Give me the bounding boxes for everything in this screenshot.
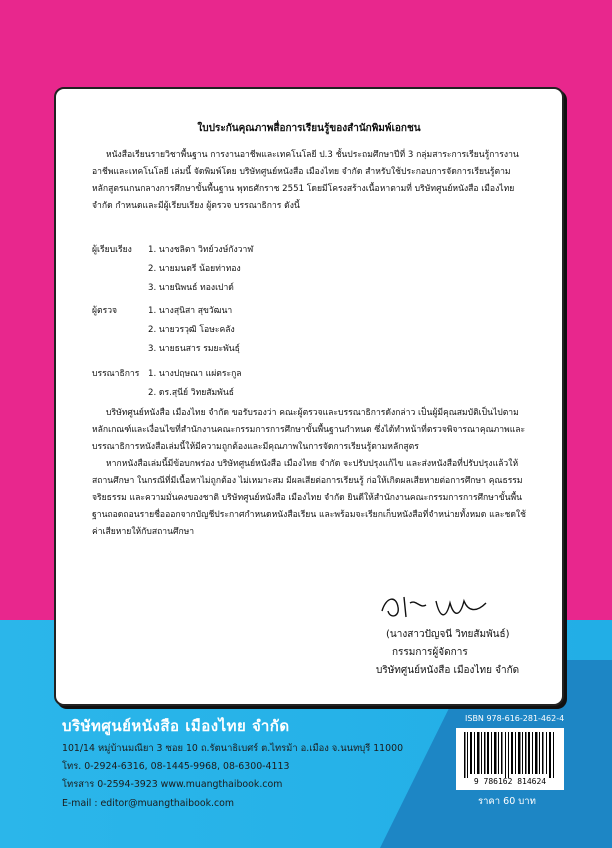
price-label: ราคา 60 บาท bbox=[478, 796, 536, 807]
publisher-name: บริษัทศูนย์หนังสือ เมืองไทย จำกัด bbox=[62, 717, 290, 735]
certification-paragraph: บริษัทศูนย์หนังสือ เมืองไทย จำกัด ขอรับรองว่า คณะผู้ตรวจและบรรณาธิการดังกล่าว เป็นผู้มีคุณสมบัติเป็นไปตามหลักเกณฑ์และเงื่อนไขที่สำนักงานคณะกรรมการการศึกษาขั้นพื้นฐานกำหนด ซึ่งได้ทำหน้าที่ตรวจพิจารณาคุณภาพและบรรณาธิการหนังสือเล่มนี้ให้มีความถูกต้องและมีคุณภาพในการจัดการเรียนรู้ตามหลักสูตร bbox=[92, 408, 526, 452]
reviewer-item: 2. นายวรวุฒิ โอษะคลัง bbox=[148, 325, 235, 335]
author-item: 1. นางชลิตา วิทย์วงษ์กังวาฬ bbox=[148, 245, 254, 255]
publisher-address: 101/14 หมู่บ้านมณียา 3 ซอย 10 ถ.รัตนาธิเบศร์ ต.ไทรม้า อ.เมือง จ.นนทบุรี 11000 bbox=[62, 743, 404, 754]
editors-label: บรรณาธิการ bbox=[92, 369, 140, 379]
signature-image bbox=[376, 589, 496, 624]
author-item: 2. นายมนตรี น้อยท่าทอง bbox=[148, 264, 241, 274]
editor-item: 1. นางปฤษณา แผ่ตระกูล bbox=[148, 369, 242, 379]
reviewer-item: 1. นางสุนิสา สุขวัฒนา bbox=[148, 306, 233, 316]
barcode-digits: 9 786162 814624 bbox=[473, 777, 547, 786]
authors-label: ผู้เรียบเรียง bbox=[92, 245, 132, 255]
defect-policy-paragraph: หากหนังสือเล่มนี้มีข้อบกพร่อง บริษัทศูนย์หนังสือ เมืองไทย จำกัด จะปรับปรุงแก้ไข และส่งหนังสือที่ปรับปรุงแล้วให้สถานศึกษา ในกรณีที่มีเนื้อหาไม่ถูกต้อง ไม่เหมาะสม มีผลเสียต่อการเรียนรู้ ก่อให้เกิดผลเสียหายต่อการศึกษา คุณธรรม จริยธรรม และความมั่นคงของชาติ บริษัทศูนย์หนังสือ เมืองไทย จำกัด ยินดีให้สำนักงานคณะกรรมการการศึกษาขั้นพื้นฐานถอดถอนรายชื่อออกจากบัญชีประกาศกำหนดหนังสือเรียน และพร้อมจะเรียกเก็บหนังสือที่จำหน่ายทั้งหมด และชดใช้ค่าเสียหายให้กับสถานศึกษา bbox=[92, 459, 526, 537]
publisher-fax-web: โทรสาร 0-2594-3923 www.muangthaibook.com bbox=[62, 779, 283, 790]
signer-company: บริษัทศูนย์หนังสือ เมืองไทย จำกัด bbox=[376, 665, 520, 676]
isbn-label: ISBN 978-616-281-462-4 bbox=[465, 714, 565, 723]
intro-paragraph: หนังสือเรียนรายวิชาพื้นฐาน การงานอาชีพและเทคโนโลยี ป.3 ชั้นประถมศึกษาปีที่ 3 กลุ่มสาระการเรียนรู้การงานอาชีพและเทคโนโลยี เล่มนี้ จัดพิมพ์โดย บริษัทศูนย์หนังสือ เมืองไทย จำกัด สำหรับใช้ประกอบการจัดการเรียนรู้ตามหลักสูตรแกนกลางการศึกษาขั้นพื้นฐาน พุทธศักราช 2551 โดยมีโครงสร้างเนื้อหาตามที่ บริษัทศูนย์หนังสือ เมืองไทย จำกัด กำหนดและมีผู้เรียบเรียง ผู้ตรวจ บรรณาธิการ ดังนี้ bbox=[92, 150, 519, 211]
author-item: 3. นายนิพนธ์ ทองเปาด์ bbox=[148, 283, 234, 293]
certificate-title: ใบประกันคุณภาพสื่อการเรียนรู้ของสำนักพิมพ์เอกชน bbox=[197, 123, 421, 134]
reviewer-item: 3. นายธนสาร รมยะพันธุ์ bbox=[148, 344, 240, 354]
publisher-email: E-mail : editor@muangthaibook.com bbox=[62, 798, 235, 809]
isbn-barcode bbox=[456, 728, 564, 790]
quality-certificate-card bbox=[54, 87, 564, 706]
reviewers-label: ผู้ตรวจ bbox=[92, 306, 118, 316]
signer-role: กรรมการผู้จัดการ bbox=[392, 647, 468, 658]
publisher-phone: โทร. 0-2924-6316, 08-1445-9968, 08-6300-4113 bbox=[62, 761, 290, 772]
signer-name: (นางสาวปัญจนี วิทยสัมพันธ์) bbox=[386, 629, 510, 640]
editor-item: 2. ดร.สุนีย์ วิทยสัมพันธ์ bbox=[148, 388, 234, 398]
